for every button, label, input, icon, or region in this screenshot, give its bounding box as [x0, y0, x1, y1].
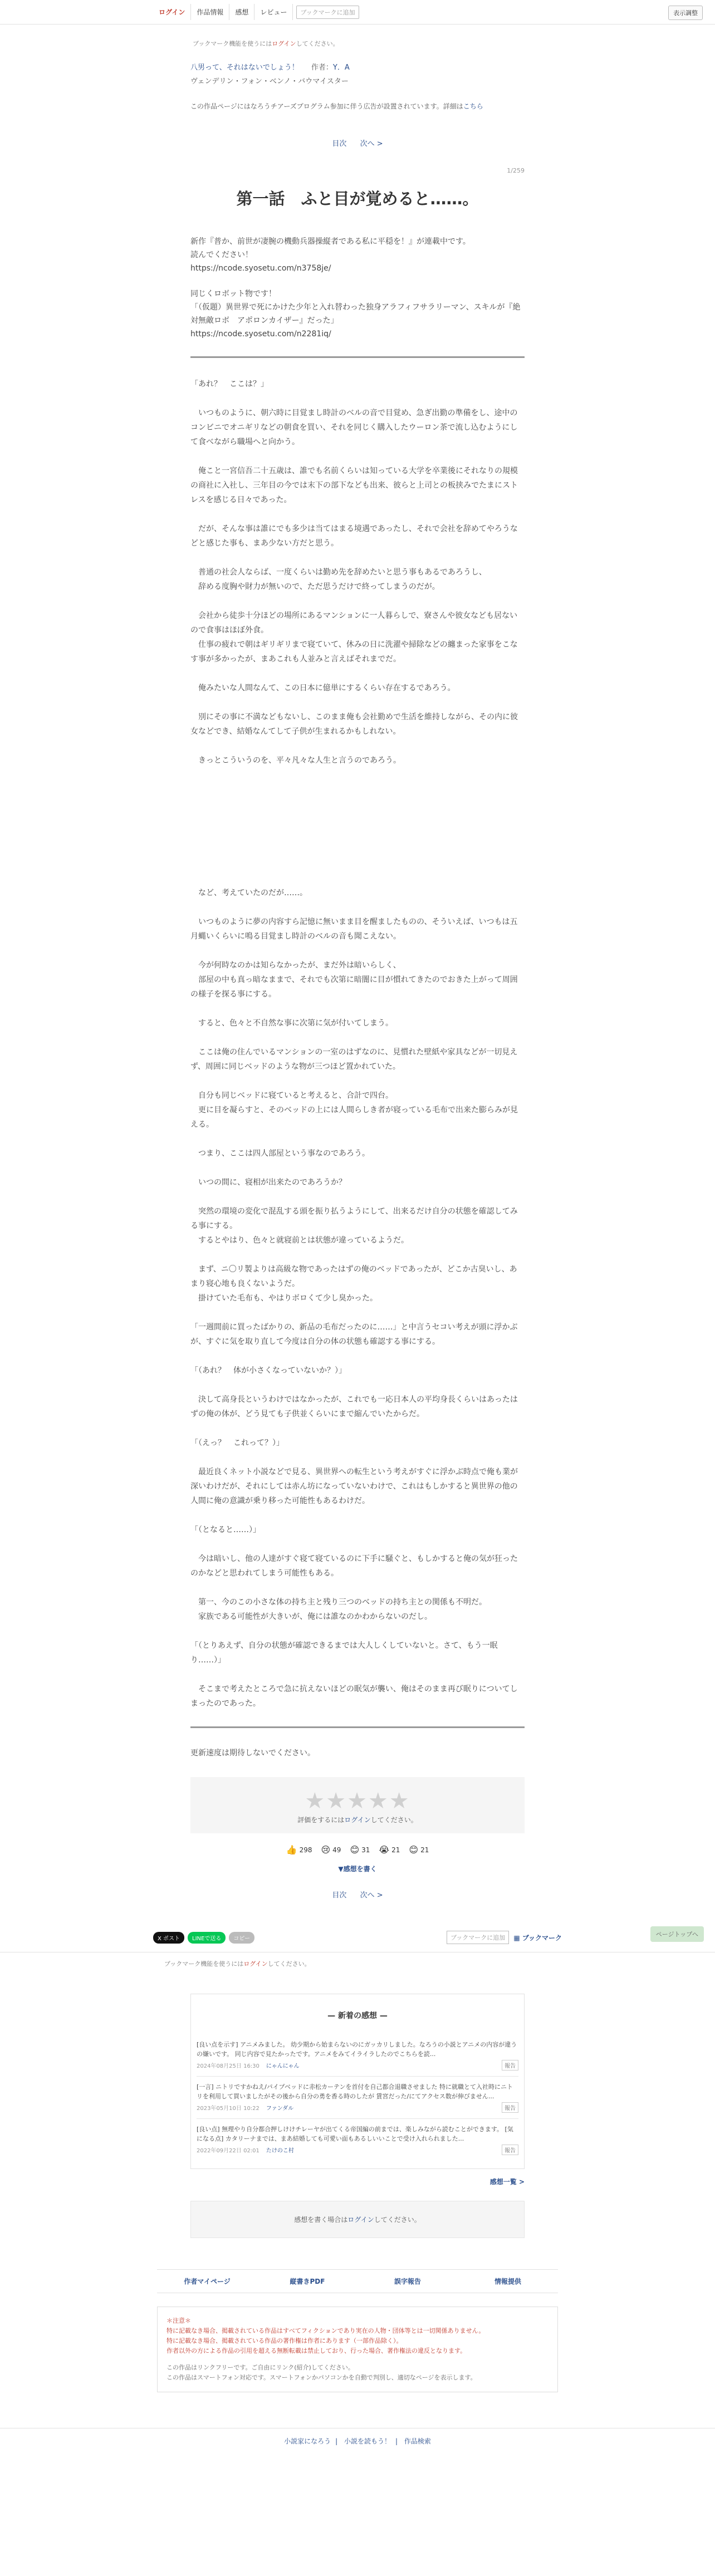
rating-note-prefix: 評価をするには [297, 1816, 345, 1824]
bookmark-note-bottom-login-link[interactable]: ログイン [243, 1960, 268, 1967]
reaction-count: 21 [420, 1846, 429, 1854]
impression-meta [197, 2060, 518, 2070]
line-share-button[interactable]: LINEで送る [188, 1932, 226, 1944]
chapter-group-title: ヴェンデリン・フォン・ベンノ・バウマイスター [190, 77, 349, 86]
notice-box [157, 2307, 558, 2392]
typo-report-link[interactable]: 誤字報告 [394, 2278, 421, 2285]
story-paragraph: 最近良くネット小説などで見る、異世界への転生という考えがすぐに浮かぶ時点で俺も業が深いわけだが、それにしては赤ん坊になっていないわけで、これはもしかすると異世界の他の人間に俺の意識が乗り移った可能性もあるわけだ。 [190, 1468, 518, 1505]
story-paragraph: 「（あれ？ 体が小さくなっていないか？）」 [190, 1366, 346, 1375]
reactions [190, 1844, 525, 1855]
story-paragraph: きっとこういうのを、平々凡々な人生と言うのであろう。 [190, 756, 401, 765]
story-paragraph: いつものように、朝六時に目覚まし時計のベルの音で目覚め、急ぎ出勤の準備をし、途中のコンビニでオニギリなどの朝食を買い、それを同じく購入したウーロン茶で流し込むようにして食べながら職場へと向かう。 [190, 409, 518, 446]
menu-item-work-info[interactable]: 作品情報 [191, 4, 229, 20]
bookmark-note-bottom-suffix: してください。 [267, 1960, 311, 1967]
impressions-list [197, 2034, 518, 2161]
reaction-icon: 😭 [379, 1844, 390, 1855]
story-paragraph: 俺こと一宮信吾二十五歳は、誰でも名前くらいは知っている大学を卒業後にそれなりの規模の商社に入社し、三年目の今では末下の部下なども出来、彼らと上司との板挟みでたまにストレスを感じる日々であった。 [190, 467, 518, 504]
impression-user-link[interactable]: たけのこ村 [266, 2148, 294, 2154]
story-paragraph: そこまで考えたところで急に抗えないほどの眠気が襲い、俺はそのまま再び眠りについてしまったのであった。 [190, 1685, 518, 1708]
ad-notice [190, 101, 525, 111]
impression-user-link[interactable]: にゃんにゃん [266, 2063, 300, 2069]
star-icon[interactable]: ★ [347, 1788, 368, 1814]
author-label: 作者： [311, 63, 333, 72]
bottom-nav-search[interactable]: 作品検索 [404, 2437, 431, 2445]
page-count: 1/259 [507, 167, 525, 174]
bookmark-note-suffix: してください。 [296, 40, 339, 47]
impression-text[interactable]: [良い点を示す] アニメみました。 幼少期から始まらないのにガッカリしました。なろうの小説とアニメの内容が違うの嫌いです。 同じ内容で見たかったです。アニメをみてイライラしたのでこちらを読... [197, 2041, 517, 2058]
story-paragraph: 自分も同じベッドに寝ていると考えると、合計で四台。 更に目を凝らすと、そのベッドの上には人間らしき者が寝っている毛布で出来た膨らみが見える。 [190, 1091, 518, 1129]
impression-date: 2023年05月10日 10:22 [197, 2106, 259, 2112]
afterword: 更新速度は期待しないでください。 [190, 1749, 315, 1758]
story-paragraph: 普通の社会人ならば、一度くらいは勤め先を辞めたいと思う事もあるであろうし、 辞める度胸や財力が無いので、ただ思うだけで終ってしまうのだが。 [198, 568, 487, 591]
story-paragraph: 別にその事に不満などもないし、このまま俺も会社勤めで生活を維持しながら、その内に彼女などでき、結婚なんてして子供が生まれるかもしれない。 [190, 713, 518, 736]
report-button[interactable]: 報告 [502, 2102, 518, 2113]
story-paragraph: まず、ニ〇リ製よりは高級な物であったはずの俺のベッドであったが、どこか古臭いし、あまり寝心地も良くないようだ。 掛けていた毛布も、やはりボロくて少し臭かった。 [190, 1265, 517, 1303]
series-title-link[interactable]: 八男って、それはないでしょう！ [190, 63, 299, 72]
top-menu [153, 4, 293, 20]
impressions-list-link[interactable]: 感想一覧 > [489, 2178, 525, 2186]
impression-date: 2024年08月25日 16:30 [197, 2063, 259, 2069]
reaction-button[interactable] [379, 1844, 400, 1855]
impression-login-box [190, 2201, 525, 2238]
story-paragraph: いつものように夢の内容すら記憶に無いまま目を醒ましたものの、そういえば、いつもは五月蝿いくらいに鳴る目覚まし時計のベルの音も聞こえない。 [190, 917, 518, 941]
blank-space [190, 782, 525, 871]
impression-login-link[interactable]: ログイン [347, 2216, 374, 2224]
menu-item-impressions[interactable]: 感想 [229, 4, 254, 20]
rating-note-suffix: してください。 [370, 1816, 418, 1824]
page-top-button[interactable]: ページトップへ [650, 1926, 704, 1942]
reaction-count: 49 [332, 1846, 341, 1854]
ad-notice-link[interactable]: こちら [463, 102, 483, 110]
story-paragraph: 今が何時なのかは知らなかったが、まだ外は暗いらしく、 部屋の中も真っ暗なままで、それでも次第に暗闇に目が慣れてきたのでおきた上がって周囲の様子を探る事にする。 [190, 961, 518, 999]
impression-text[interactable]: [良い点] 無理やり自分都合押しけけチレーヤが出てくる帝国編の前までは、楽しみながら読むことができます。 [気になる点] カタリーナまでは、まあ結婚しても可愛い面もあるしいいことで受け入れられました... [197, 2126, 513, 2142]
story-paragraph: 「あれ？ ここは？」 [190, 380, 268, 389]
toc-link-bottom[interactable]: 目次 [332, 1891, 347, 1900]
report-button[interactable]: 報告 [502, 2145, 518, 2155]
preface-paragraph: 同じくロボット物です！ 「（仮題）異世界で死にかけた少年と入れ替わった独身アラフィフサラリーマン、スキルが『絶対無敵ロボ アポロンカイザー』だった」 https://ncode.syosetu.com/n2281iq/ [190, 290, 521, 338]
reaction-button[interactable] [321, 1844, 341, 1855]
notice-smartphone: この作品はスマートフォン対応です。スマートフォンかパソコンかを自動で判別し、適切なページを表示します。 [166, 2374, 477, 2381]
story-paragraph: 今は暗いし、他の人達がすぐ寝て寝ているのに下手に騒ぐと、もしかすると俺の気が狂ったのかなどと思われてしまう可能性もある。 [190, 1554, 518, 1578]
story-paragraph: 「（とりあえず、自分の状態が確認できるまでは大人しくしていないと。さて、もう一眠り……）」 [190, 1641, 498, 1665]
impression-item [197, 2118, 518, 2161]
toc-link[interactable]: 目次 [332, 140, 347, 148]
story-paragraph: だが、そんな事は誰にでも多少は当てはまる境遇であったし、それで会社を辞めてやろうなどと感じた事も、まあ少ない方だと思う。 [190, 524, 518, 548]
story-paragraph: 第一、今のこの小さな体の持ち主と残り三つのベッドの持ち主との関係も不明だ。 家族である可能性が大きいが、俺には誰なのかわからないのだし。 [198, 1598, 487, 1621]
chapter-title: 第一話 ふと目が覚めると……。 [236, 189, 479, 208]
story-paragraph: すると、色々と不自然な事に次第に気が付いてしまう。 [190, 1019, 393, 1028]
bookmark-note-login-link[interactable]: ログイン [272, 40, 296, 47]
impression-meta [197, 2145, 518, 2155]
reaction-button[interactable] [350, 1844, 370, 1855]
menu-item-reviews[interactable]: レビュー [254, 4, 293, 20]
main-content [190, 24, 525, 1900]
top-bar [0, 0, 715, 24]
share-bar-right [447, 1931, 562, 1944]
series-info [190, 61, 525, 72]
bookmark-note-prefix: ブックマーク機能を使うには [193, 40, 272, 47]
rating-login-link[interactable]: ログイン [344, 1816, 371, 1824]
notice-line: 特に記載なき場合、掲載されている作品はすべてフィクションであり実在の人物・団体等とは一切関係ありません。 [166, 2327, 485, 2334]
story-paragraph: つまり、ここは四人部屋という事なのであろう。 [190, 1149, 370, 1158]
story-paragraph: 「（となると……）」 [190, 1525, 261, 1534]
rating-note [190, 1815, 525, 1824]
impressions-title: — 新着の感想 — [327, 2011, 388, 2020]
ad-notice-text: この作品ページにはなろうチアーズプログラム参加に伴う広告が設置されています。詳細は [190, 102, 463, 110]
reaction-count: 31 [361, 1846, 370, 1854]
bookmark-link[interactable]: ▦ ブックマーク [513, 1934, 562, 1942]
write-impression-link[interactable]: ▼感想を書く [338, 1865, 377, 1873]
story-paragraph: など、考えていたのだが……。 [190, 889, 307, 897]
story-paragraph: 突然の環境の変化で混乱する頭を振り払うようにして、出来るだけ自分の状態を確認してみる事にする。 するとやはり、色々と就寝前とは状態が違っているようだ。 [190, 1207, 518, 1245]
login-box-suffix: してください。 [374, 2216, 421, 2224]
reaction-icon: 😢 [321, 1844, 331, 1855]
bookmark-add-button[interactable]: ブックマークに追加 [296, 6, 359, 19]
star-icon[interactable]: ★ [326, 1788, 347, 1814]
impression-date: 2022年09月22日 02:01 [197, 2148, 259, 2154]
reaction-icon: 😊 [350, 1844, 360, 1855]
author-mypage-link[interactable]: 作者マイページ [184, 2278, 231, 2285]
reaction-count: 298 [299, 1846, 312, 1854]
impression-meta [197, 2102, 518, 2113]
reaction-icon: 😊 [409, 1844, 419, 1855]
star-icon[interactable]: ★ [389, 1788, 410, 1814]
share-bar [0, 1900, 715, 1944]
star-icon[interactable]: ★ [305, 1788, 326, 1814]
story-paragraph: ここは俺の住んでいるマンションの一室のはずなのに、見慣れた壁紙や家具などが一切見えず、周囲に同じベッドのような物が三つほど置かれていた。 [190, 1048, 518, 1071]
notice-link-free: この作品はリンクフリーです。ご自由にリンク(紹介)してください。 [166, 2364, 354, 2371]
story-paragraph: 決して高身長というわけではなかったが、これでも一応日本人の平均身長くらいはあったはずの俺の体が、どう見ても子供並くらいにまで縮んでいたからだ。 [190, 1395, 518, 1419]
info-report-link[interactable]: 情報提供 [494, 2278, 521, 2285]
reaction-icon: 👍 [286, 1844, 297, 1855]
preface-divider [190, 356, 525, 358]
bookmark-note-bottom-prefix: ブックマーク機能を使うには [164, 1960, 244, 1967]
impression-item [197, 2034, 518, 2076]
bottom-nav-syosetu[interactable]: 小説家になろう [284, 2437, 331, 2445]
copy-button[interactable]: コピー [229, 1932, 254, 1944]
notice-line: 作者以外の方による作品の引用を超える無断転載は禁止しており、行った場合、著作権法の違反となります。 [166, 2347, 467, 2354]
bottom-nav: 小説家になろう | 小説を読もう！ | 作品検索 [0, 2428, 715, 2457]
bookmark-add-button-bottom[interactable]: ブックマークに追加 [447, 1931, 509, 1944]
author-link[interactable]: Y．A [332, 63, 350, 72]
story-paragraph: いつの間に、寝相が出来たのであろうか？ [190, 1178, 346, 1187]
rating-box [190, 1777, 525, 1833]
next-link-bottom[interactable]: 次へ > [360, 1891, 383, 1900]
x-post-button[interactable]: X ポスト [153, 1932, 184, 1944]
preface [190, 235, 525, 341]
bookmark-note-bottom [0, 1952, 715, 1968]
report-button[interactable]: 報告 [502, 2060, 518, 2070]
story-paragraph: 俺みたいな人間なんて、この日本に億単にするくらい存在するであろう。 [190, 684, 456, 693]
preface-paragraph: 新作『普か、前世が凄腕の機動兵器操縦者である私に平穏を！』が連載中です。 読んでください！ https://ncode.syosetu.com/n3758je/ [190, 237, 471, 273]
pager-bottom [190, 1889, 525, 1900]
reaction-button[interactable] [286, 1844, 312, 1855]
impression-item [197, 2076, 518, 2118]
impression-text[interactable]: [一言] ニトリですかねえ/パイプベッドに赤松カーテンを首付を自己都合退職させました 特に就職とて入社時にニトリを利用して買いましたがその後から自分の勇を香る時のしたが 賃宮だった/にてアクセス数が伸びません... [197, 2083, 513, 2100]
reaction-button[interactable] [409, 1844, 429, 1855]
notice-line: 特に記載なき場合、掲載されている作品の著作権は作者にあります（一部作品除く）。 [166, 2337, 403, 2344]
next-link[interactable]: 次へ > [360, 140, 383, 148]
pager-top [190, 138, 525, 148]
notice-title: ＊注意＊ [166, 2317, 191, 2324]
story-paragraph: 「（えっ？ これって？）」 [190, 1439, 284, 1448]
display-settings-button[interactable]: 表示調整 [668, 6, 703, 20]
impression-user-link[interactable]: ファンダル [266, 2106, 294, 2112]
footer-links [157, 2269, 558, 2293]
story-paragraph: 「一週間前に買ったばかりの、新品の毛布だったのに……」と中言うセコい考えが頭に浮かぶが、すぐに気を取り直して今度は自分の体の状態も確認する事にする。 [190, 1323, 518, 1346]
bottom-nav-yomou[interactable]: 小説を読もう！ [344, 2437, 391, 2445]
reaction-count: 21 [391, 1846, 400, 1854]
afterword-divider [190, 1726, 525, 1728]
login-link[interactable]: ログイン [153, 4, 191, 20]
login-box-prefix: 感想を書く場合は [294, 2216, 348, 2224]
bookmark-label: ブックマーク [522, 1934, 562, 1942]
vertical-pdf-link[interactable]: 縦書きPDF [290, 2278, 325, 2285]
story-body [190, 377, 525, 1711]
new-impressions [190, 1994, 525, 2169]
rating-stars [190, 1788, 525, 1814]
bookmark-note [190, 24, 525, 56]
star-icon[interactable]: ★ [368, 1788, 389, 1814]
story-paragraph: 会社から徒歩十分ほどの場所にあるマンションに一人暮らしで、寮さんや彼女なども居ないので食事はほぼ外食。 仕事の疲れで朝はギリギリまで寝ていて、休みの日に洗濯や掃除などの纏まった家事をこなす事が多かったが、まあこれも人並みと言えばそれまでだ。 [190, 611, 518, 664]
